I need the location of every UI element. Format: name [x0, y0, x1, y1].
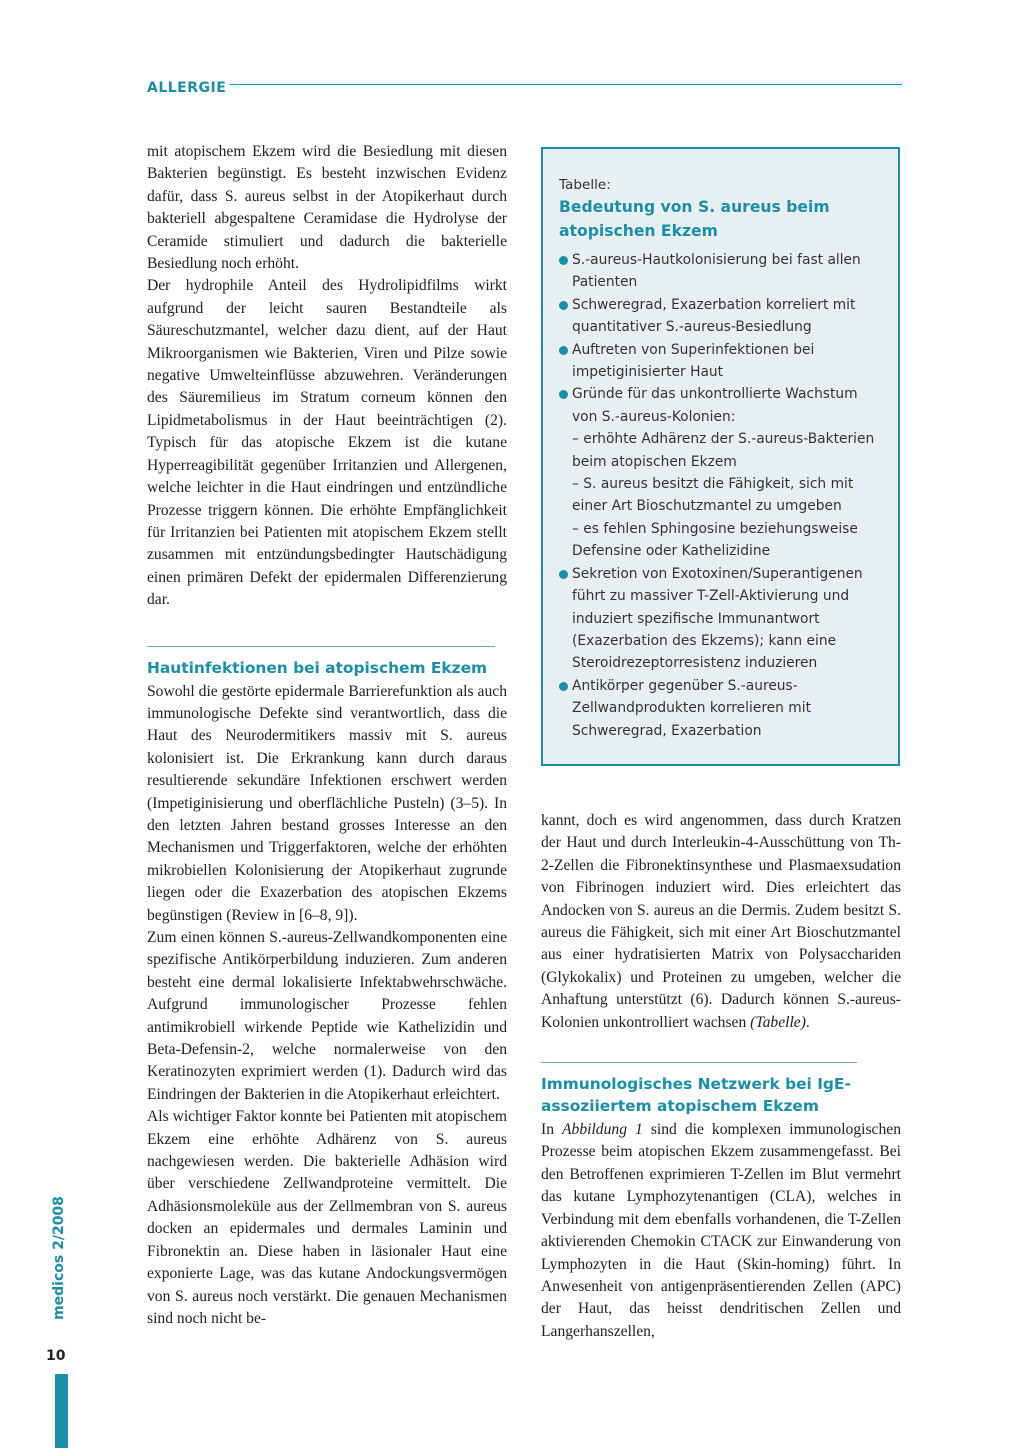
figure-reference: Abbildung 1 [562, 1121, 643, 1139]
section-heading: Hautinfektionen bei atopischem Ekzem [147, 658, 488, 677]
paragraph: mit atopischem Ekzem wird die Besiedlung mit diesen Bakterien begünstigt. Es besteht inzwischen Evidenz dafür, dass S. aureus selbst in der Atopikerhaut durch bakteriell abgespaltene Ceramidase die Hydrolyse der Ceramide stimuliert und dadurch die bakterielle Besiedlung noch erhöht. [147, 143, 507, 273]
list-item: Schweregrad, Exazerbation korreliert mit quantitativer S.-aureus-Besiedlung [559, 294, 880, 339]
sub-item: – S. aureus besitzt die Fähigkeit, sich mit einer Art Bioschutzmantel zu umgeben [572, 476, 854, 515]
left-column [147, 141, 507, 1330]
list-item: Sekretion von Exotoxinen/Superantigenen führt zu massiver T-Zell-Aktivierung und induziert spezifische Immunantwort (Exazerbation des Ekzems); kann eine Steroidrezeptorresistenz induzieren [559, 563, 880, 675]
section-divider [541, 1062, 857, 1063]
paragraph: Zum einen können S.-aureus-Zellwandkomponenten eine spezifische Antikörperbildung induzieren. Zum anderen besteht eine dermal lokalisierte Infektabwehrschwäche. Aufgrund immunologischer Prozesse fehlen antimikrobiell wirkende Peptide wie Kathelizidin und Beta-Defensin-2, welche normalerweise von den Keratinozyten exprimiert werden (1). Dadurch wird das Eindringen der Bakterien in die Atopikerhaut erleichtert. [147, 929, 507, 1103]
sub-item: – erhöhte Adhärenz der S.-aureus-Bakterien beim atopischen Ekzem [572, 431, 875, 470]
table-list [559, 249, 880, 742]
page-number: 10 [46, 1348, 66, 1364]
side-accent-bar [55, 1374, 68, 1448]
bullet-icon [559, 682, 568, 691]
table-title: Bedeutung von S. aureus beim atopischen Ekzem [559, 198, 830, 240]
table-reference: (Tabelle) [750, 1013, 806, 1031]
bullet-icon [559, 346, 568, 355]
paragraph: Als wichtiger Faktor konnte bei Patienten mit atopischem Ekzem eine erhöhte Adhärenz von S. aureus nachgewiesen werden. Die bakterielle Adhäsion wird über verschiedene Zellwandproteine vermittelt. Die Adhäsionsmoleküle aus der Zellmembran von S. aureus docken an epidermales und dermales Laminin und Fibronektin an. Diese haben in läsionaler Haut eine exponierte Lage, was das kutane Andockungsvermögen von S. aureus noch verstärkt. Die genauen Mechanismen sind noch nicht be- [147, 1108, 507, 1327]
section-divider [147, 646, 495, 647]
paragraph: Der hydrophile Anteil des Hydrolipidfilms wirkt aufgrund der leicht sauren Bestandteile als Säureschutzmantel, welcher dazu dient, auf der Haut Mikroorganismen wie Bakterien, Viren und Pilze sowie negative Umwelteinflüsse abzuwehren. Veränderungen des Säuremilieus im Stratum corneum können den Lipidmetabolismus in der Haut beeinträchtigen (2). Typisch für das atopische Ekzem ist die kutane Hyperreagibilität gegenüber Irritanzien und Allergenen, welche leichter in die Haut eindringen und entzündliche Prozesse triggern können. Die erhöhte Empfänglichkeit für Irritanzien bei Patienten mit atopischem Ekzem stellt zusammen mit entzündungsbedingter Hautschädigung einen primären Defekt der epidermalen Differenzierung dar. [147, 277, 507, 609]
section-heading: Immunologisches Netzwerk bei IgE-assoziiertem atopischem Ekzem [541, 1075, 851, 1116]
list-item: Auftreten von Superinfektionen bei impetiginisierter Haut [559, 339, 880, 384]
table-label: Tabelle: [559, 177, 611, 193]
table-box [541, 147, 900, 766]
list-item: Antikörper gegenüber S.-aureus-Zellwandprodukten korrelieren mit Schweregrad, Exazerbation [559, 675, 880, 742]
bullet-icon [559, 301, 568, 310]
paragraph: In Abbildung 1 sind die komplexen immunologischen Prozesse beim atopischen Ekzem zusammengefasst. Bei den Betroffenen exprimieren T-Zellen im Blut vermehrt das kutane Lymphozytenantigen (CLA), welches in Verbindung mit dem ebenfalls vorhandenen, die T-Zellen aktivierenden Chemokin CTACK zur Einwanderung von Lymphozyten in die Haut (Skin-homing) führt. In Anwesenheit von antigenpräsentierenden Zellen (APC) der Haut, das heisst dendritischen Zellen und Langerhanszellen, [541, 1121, 901, 1340]
paragraph: kannt, doch es wird angenommen, dass durch Kratzen der Haut und durch Interleukin-4-Ausschüttung von Th-2-Zellen die Fibronektinsynthese und Plasmaexsudation von Fibrinogen induziert wird. Dies erleichtert das Andocken von S. aureus an die Dermis. Zudem besitzt S. aureus die Fähigkeit, sich mit einer Art Bioschutzmantel aus einer hydratisierten Matrix von Polysacchariden (Glykokalix) und Proteinen zu umgeben, welcher die Anhaftung unterstützt (6). Dadurch können S.-aureus-Kolonien unkontrolliert wachsen (Tabelle). [541, 812, 901, 1031]
list-item: S.-aureus-Hautkolonisierung bei fast allen Patienten [559, 249, 880, 294]
journal-title: medicos 2/2008 [51, 1196, 67, 1320]
bullet-icon [559, 570, 568, 579]
bullet-icon [559, 390, 568, 399]
header-rule [230, 84, 902, 85]
list-item: Gründe für das unkontrollierte Wachstum von S.-aureus-Kolonien: – erhöhte Adhärenz der S.-aureus-Bakterien beim atopischen Ekzem – S. aureus besitzt die Fähigkeit, sich mit einer Art Bioschutzmantel zu umgeben – es fehlen Sphingosine beziehungsweise Defensine oder Kathelizidine [559, 383, 880, 562]
sub-item: – es fehlen Sphingosine beziehungsweise Defensine oder Kathelizidine [572, 520, 858, 560]
right-column [541, 810, 901, 1343]
section-label: ALLERGIE [147, 80, 227, 96]
bullet-icon [559, 256, 568, 265]
paragraph: Sowohl die gestörte epidermale Barrierefunktion als auch immunologische Defekte sind verantwortlich, dass die Haut des Neurodermitikers massiv mit S. aureus kolonisiert ist. Die Erkrankung kann durch daraus resultierende sekundäre Infektionen erschwert werden (Impetiginisierung und oberflächliche Pusteln) (3–5). In den letzten Jahren bestand grosses Interesse an den Mechanismen und Triggerfaktoren, welche der erhöhten mikrobiellen Kolonisierung der Atopikerhaut zugrunde liegen oder die Exazerbation des atopischen Ekzems begünstigen (Review in [6–8, 9]). [147, 682, 507, 924]
